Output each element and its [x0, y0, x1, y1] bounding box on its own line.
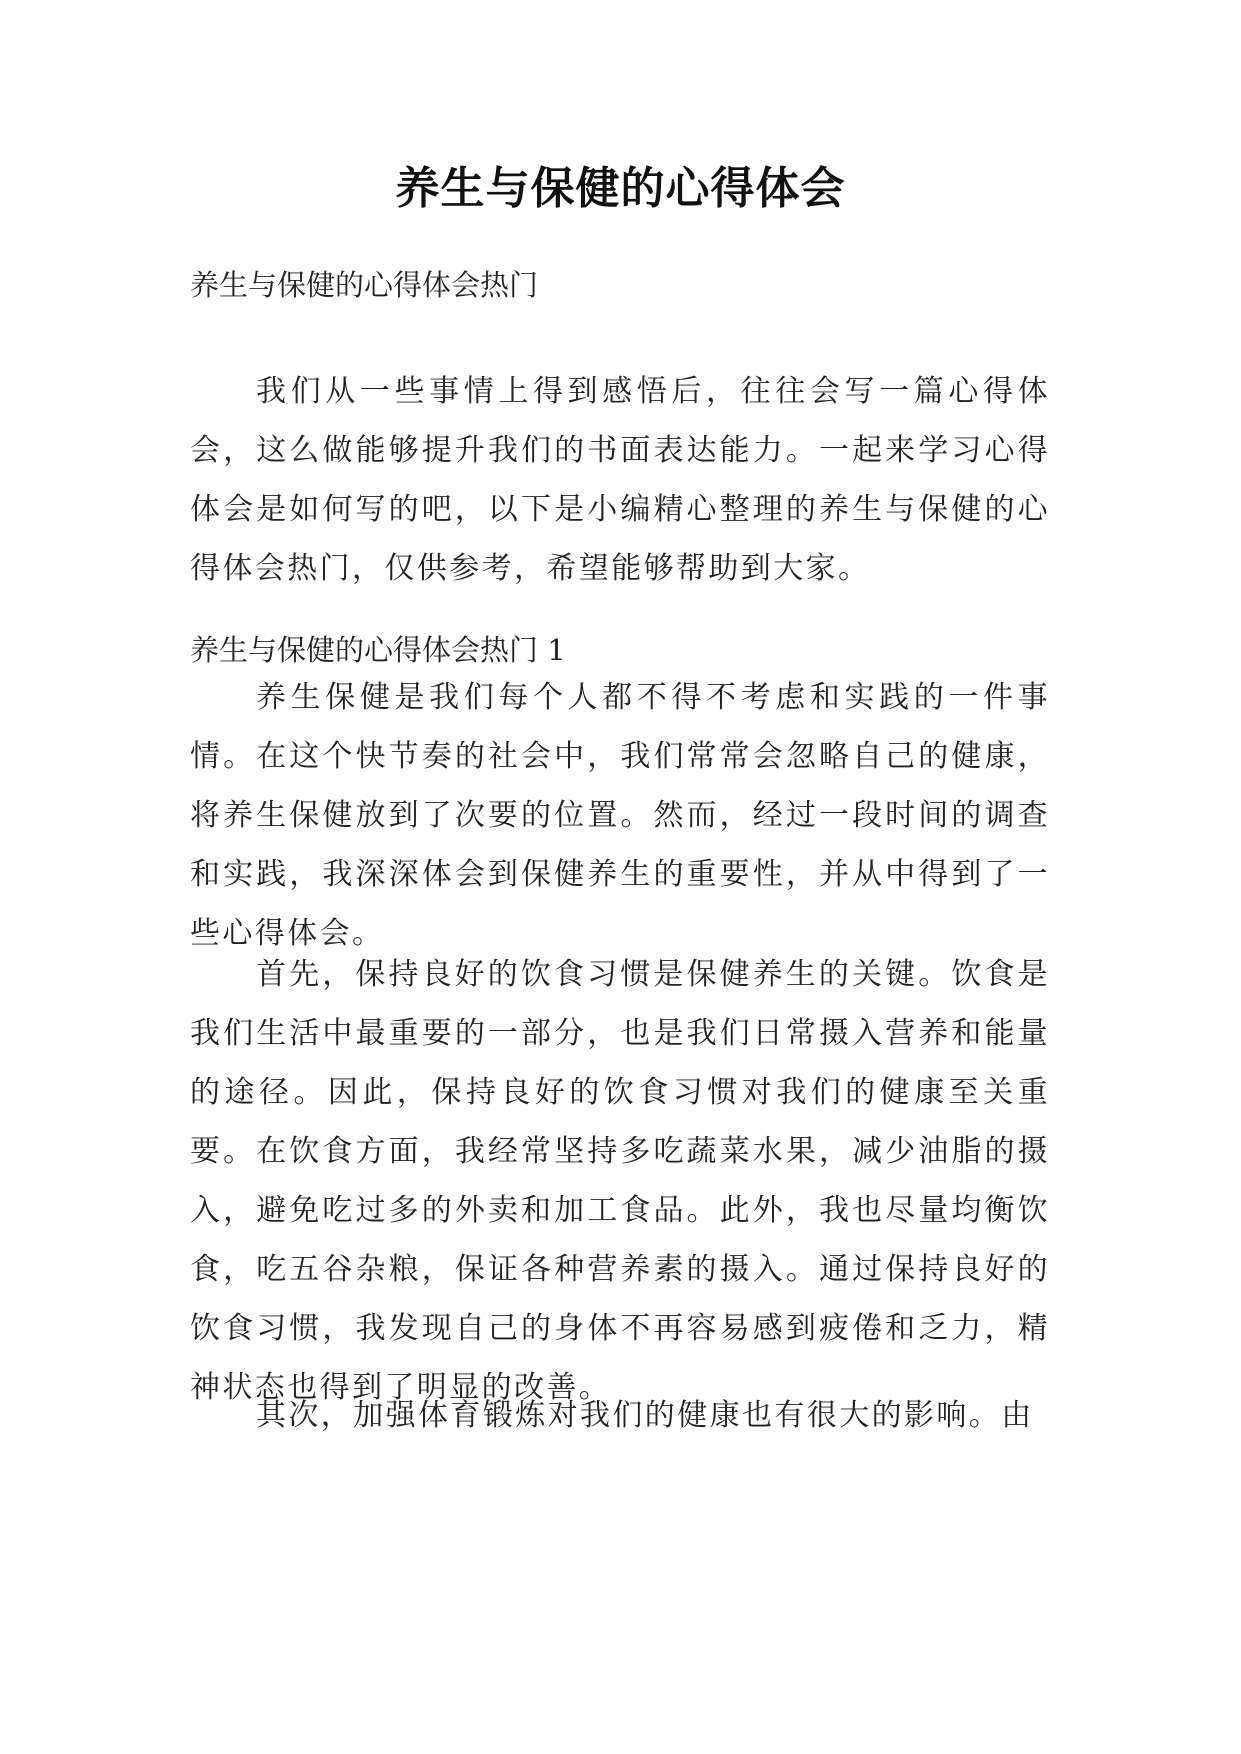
section-heading: 养生与保健的心得体会热门 1: [190, 633, 566, 667]
body-paragraph-1: 养生保健是我们每个人都不得不考虑和实践的一件事情。在这个快节奏的社会中，我们常常会忽略自己的健康，将养生保健放到了次要的位置。然而，经过一段时间的调查和实践，我深深体会到保健养生的重要性，并从中得到了一些心得体会。: [190, 680, 1050, 951]
intro-paragraph: 我们从一些事情上得到感悟后，往往会写一篇心得体会，这么做能够提升我们的书面表达能力。一起来学习心得体会是如何写的吧，以下是小编精心整理的养生与保健的心得体会热门，仅供参考，希望能够帮助到大家。: [190, 374, 1050, 586]
body-paragraph-3: 其次，加强体育锻炼对我们的健康也有很大的影响。由: [256, 1398, 1034, 1433]
intro-subheading: 养生与保健的心得体会热门: [190, 268, 539, 302]
body-paragraph-2: 首先，保持良好的饮食习惯是保健养生的关键。饮食是我们生活中最重要的一部分，也是我们日常摄入营养和能量的途径。因此，保持良好的饮食习惯对我们的健康至关重要。在饮食方面，我经常坚持多吃蔬菜水果，减少油脂的摄入，避免吃过多的外卖和加工食品。此外，我也尽量均衡饮食，吃五谷杂粮，保证各种营养素的摄入。通过保持良好的饮食习惯，我发现自己的身体不再容易感到疲倦和乏力，精神状态也得到了明显的改善。: [190, 957, 1050, 1405]
document-title: 养生与保健的心得体会: [395, 163, 846, 214]
